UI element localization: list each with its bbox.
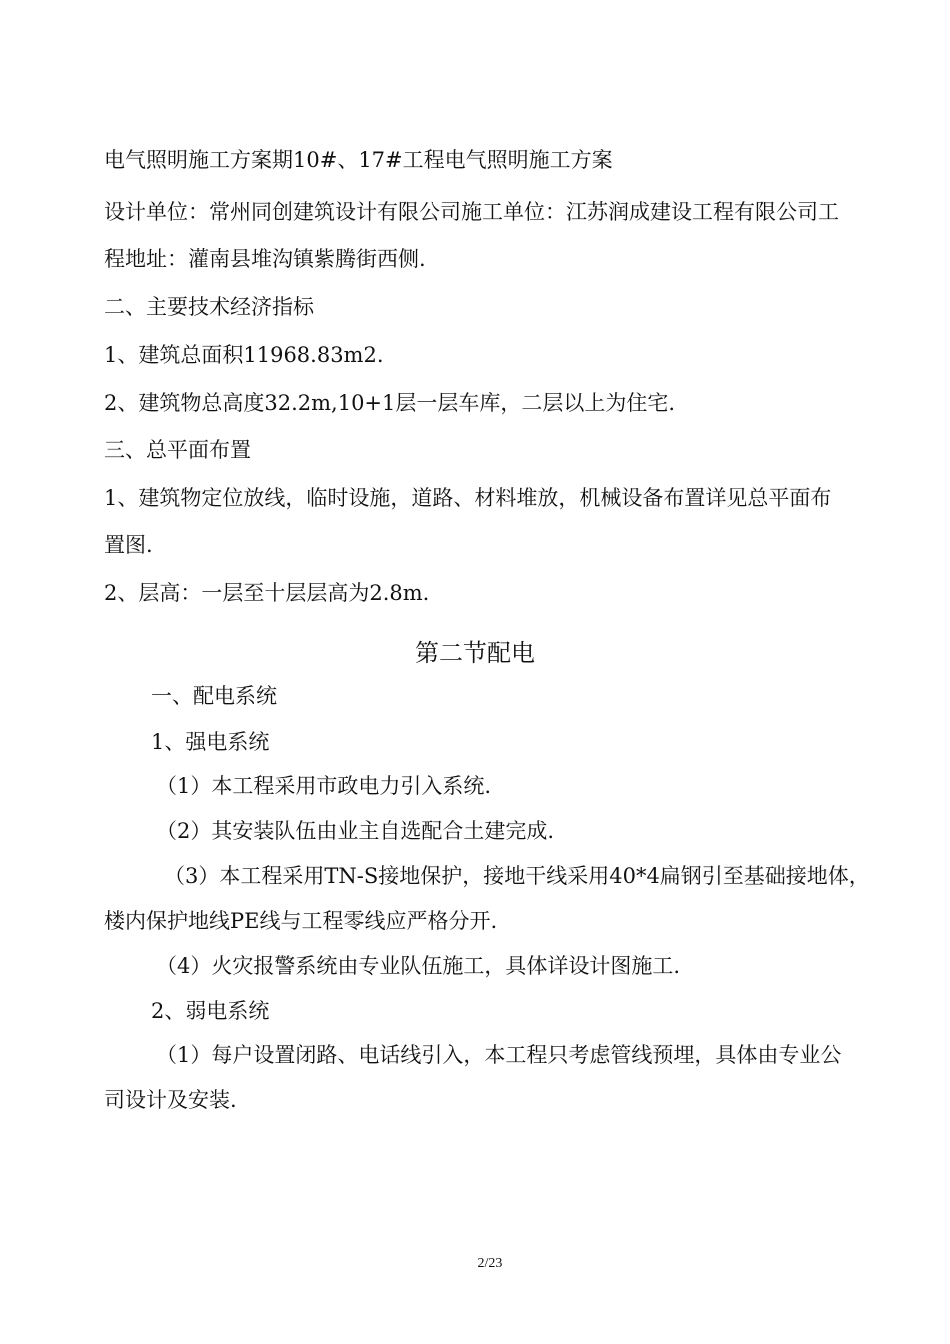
section-2-item-1: 1、建筑总面积11968.83m2. bbox=[104, 343, 384, 367]
weak-item-1-line-1: （1）每户设置闭路、电话线引入，本工程只考虑管线预埋，具体由专业公 bbox=[156, 1043, 842, 1067]
weak-item-1-line-2: 司设计及安装. bbox=[104, 1088, 237, 1112]
strong-power-heading: 1、强电系统 bbox=[151, 730, 270, 754]
section-3-item-1-line-1: 1、建筑物定位放线，临时设施，道路、材料堆放，机械设备布置详见总平面布 bbox=[104, 486, 832, 510]
strong-item-1: （1）本工程采用市政电力引入系统. bbox=[156, 774, 492, 798]
title-line: 电气照明施工方案期10#、17#工程电气照明施工方案 bbox=[104, 148, 613, 172]
section-3-heading: 三、总平面布置 bbox=[104, 438, 251, 462]
chapter-heading: 第二节配电 bbox=[415, 639, 535, 667]
section-2-item-2: 2、建筑物总高度32.2m,10+1层一层车库，二层以上为住宅. bbox=[104, 391, 676, 415]
project-units-line-1: 设计单位：常州同创建筑设计有限公司施工单位：江苏润成建设工程有限公司工 bbox=[104, 200, 839, 224]
strong-item-2: （2）其安装队伍由业主自选配合土建完成. bbox=[156, 819, 555, 843]
section-3-item-1-line-2: 置图. bbox=[104, 533, 153, 557]
power-system-heading: 一、配电系统 bbox=[151, 684, 277, 708]
section-3-item-2: 2、层高：一层至十层层高为2.8m. bbox=[104, 581, 430, 605]
section-2-heading: 二、主要技术经济指标 bbox=[104, 295, 314, 319]
strong-item-3-line-2: 楼内保护地线PE线与工程零线应严格分开. bbox=[104, 909, 498, 933]
page-number: 2/23 bbox=[477, 1256, 503, 1271]
strong-item-4: （4）火灾报警系统由专业队伍施工，具体详设计图施工. bbox=[156, 954, 681, 978]
weak-power-heading: 2、弱电系统 bbox=[151, 999, 270, 1023]
strong-item-3-line-1: （3）本工程采用TN-S接地保护，接地干线采用40*4扁钢引至基础接地体， bbox=[164, 864, 870, 888]
project-units-line-2: 程地址：灌南县堆沟镇紫腾街西侧. bbox=[104, 247, 426, 271]
